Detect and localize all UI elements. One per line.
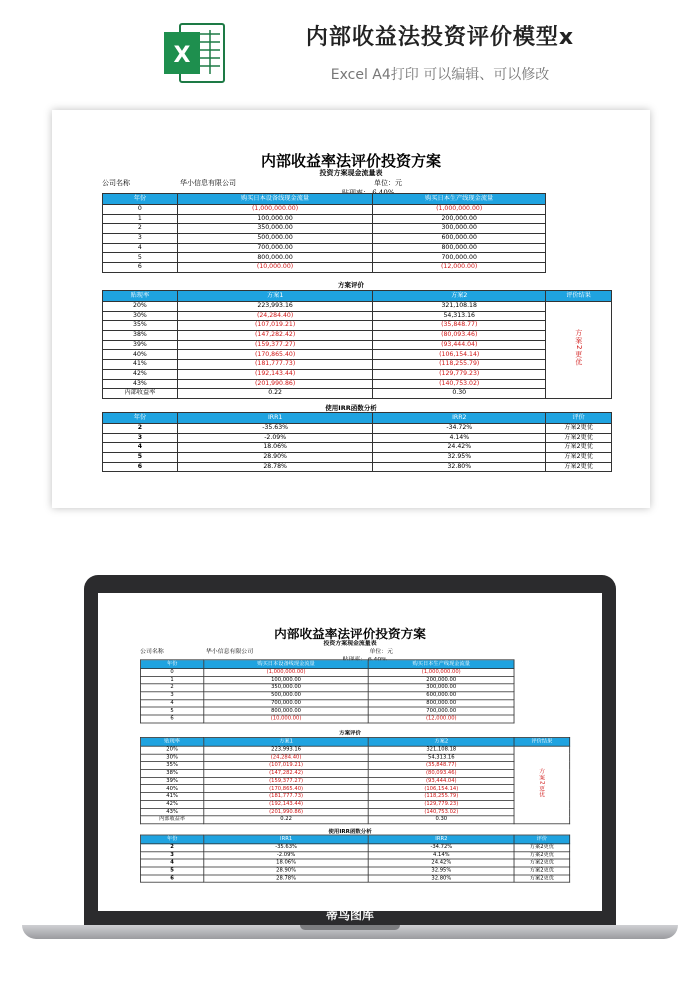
year-cell: 3 [103, 433, 178, 443]
col-irr1: IRR1 [204, 835, 369, 844]
rate-cell: 20% [141, 746, 204, 754]
table-row [103, 360, 612, 370]
year-cell: 1 [103, 214, 178, 224]
irr1-cell: 28.90% [177, 453, 373, 463]
doc-title: 内部收益率法评价投资方案 [274, 626, 426, 641]
plan1-cell: (107,019.21) [177, 321, 373, 331]
table-row [141, 769, 570, 777]
equipment-cell: 800,000.00 [177, 253, 373, 263]
document-sheet [52, 110, 650, 508]
plan2-cell: (106,154.14) [373, 350, 546, 360]
year-cell: 2 [103, 224, 178, 234]
rate-cell: 35% [141, 762, 204, 770]
year-cell: 6 [141, 715, 204, 723]
eval-cell: 方案2更优 [514, 867, 570, 875]
irr-table [102, 412, 612, 472]
irr2-cell: 32.95% [373, 453, 546, 463]
laptop-mockup [84, 575, 616, 925]
col-plan2: 方案2 [373, 291, 546, 302]
table-row [103, 302, 612, 312]
plan1-cell: (24,284.40) [204, 754, 369, 762]
evaluation-table [140, 737, 570, 824]
year-cell: 4 [141, 859, 204, 867]
rate-cell: 38% [103, 331, 178, 341]
page-title: 内部收益法投资评价模型x [305, 25, 575, 50]
production-cell: (12,000.00) [373, 263, 546, 273]
table-row [103, 205, 546, 215]
production-cell: 200,000.00 [373, 214, 546, 224]
production-cell: 700,000.00 [368, 707, 514, 715]
plan2-cell: 0.30 [373, 389, 546, 399]
plan2-cell: (118,255.79) [373, 360, 546, 370]
cashflow-table [140, 659, 514, 723]
col-result: 评价结果 [546, 291, 612, 302]
col-year: 年份 [103, 194, 178, 205]
table-row [141, 692, 514, 700]
unit-label: 单位：元 [369, 648, 394, 655]
table-row [141, 754, 570, 762]
rate-cell: 30% [103, 311, 178, 321]
table-row [141, 762, 570, 770]
production-cell: 200,000.00 [368, 676, 514, 684]
spreadsheet-preview [52, 110, 650, 508]
eval-cell: 方案2更优 [546, 443, 612, 453]
rate-cell: 39% [141, 777, 204, 785]
irr1-cell: -2.09% [204, 852, 369, 860]
year-cell: 0 [141, 669, 204, 677]
table-row [103, 389, 612, 399]
rate-cell: 39% [103, 340, 178, 350]
irr1-cell: -35.63% [204, 844, 369, 852]
year-cell: 5 [103, 453, 178, 463]
table-row [103, 379, 612, 389]
year-cell: 4 [103, 243, 178, 253]
year-cell: 2 [141, 844, 204, 852]
rate-cell: 42% [103, 369, 178, 379]
table-row [141, 715, 514, 723]
excel-logo-letter: X [173, 43, 191, 68]
table-row [103, 443, 612, 453]
table-row [103, 424, 612, 434]
plan1-cell: (159,377.27) [204, 777, 369, 785]
plan1-cell: (201,990.86) [204, 808, 369, 816]
plan2-cell: (129,779.23) [373, 369, 546, 379]
equipment-cell: (1,000,000.00) [177, 205, 373, 215]
production-cell: (1,000,000.00) [373, 205, 546, 215]
irr2-cell: -34.72% [373, 424, 546, 434]
table-row [141, 707, 514, 715]
equipment-cell: 700,000.00 [204, 700, 369, 708]
col-irr2: IRR2 [369, 835, 515, 844]
plan2-cell: 0.30 [369, 816, 515, 824]
irr1-cell: 18.06% [177, 443, 373, 453]
table-row [103, 321, 612, 331]
evaluation-table [102, 290, 612, 399]
plan1-cell: (192,143.44) [177, 369, 373, 379]
year-cell: 4 [103, 443, 178, 453]
col-irr1: IRR1 [177, 413, 373, 424]
col-production: 购买日本生产线现金流量 [368, 660, 514, 669]
cashflow-table [102, 193, 546, 273]
year-cell: 6 [141, 875, 204, 883]
plan1-cell: (24,284.40) [177, 311, 373, 321]
irr2-cell: -34.72% [369, 844, 515, 852]
eval-cell: 方案2更优 [546, 424, 612, 434]
eval-cell: 方案2更优 [546, 433, 612, 443]
table-row [141, 800, 570, 808]
plan1-cell: (201,990.86) [177, 379, 373, 389]
col-rate: 贴现率 [141, 737, 204, 746]
table-row [103, 243, 546, 253]
table-row [103, 350, 612, 360]
irr2-cell: 24.42% [373, 443, 546, 453]
table-row [141, 669, 514, 677]
page-subtitle: Excel A4打印 可以编辑、可以修改 [330, 67, 550, 83]
excel-logo-icon [162, 20, 226, 86]
production-cell: 600,000.00 [373, 234, 546, 244]
irr1-cell: 18.06% [204, 859, 369, 867]
table-row [103, 453, 612, 463]
eval-cell: 方案2更优 [514, 852, 570, 860]
rate-cell: 20% [103, 302, 178, 312]
plan1-cell: (147,282.42) [177, 331, 373, 341]
production-cell: 800,000.00 [373, 243, 546, 253]
rate-cell: 内部收益率 [141, 816, 204, 824]
table-row [103, 433, 612, 443]
plan2-cell: 54,313.16 [369, 754, 515, 762]
irr2-cell: 32.80% [373, 462, 546, 472]
irr2-cell: 32.95% [369, 867, 515, 875]
plan2-cell: 54,313.16 [373, 311, 546, 321]
table-row [103, 224, 546, 234]
rate-cell: 30% [141, 754, 204, 762]
plan2-cell: (106,154.14) [369, 785, 515, 793]
irr-table [140, 835, 570, 883]
plan1-cell: (181,777.73) [177, 360, 373, 370]
rate-cell: 38% [141, 769, 204, 777]
result-cell [546, 302, 612, 399]
col-eval: 评价 [546, 413, 612, 424]
table-row [141, 859, 570, 867]
table-row [141, 816, 570, 824]
table-row [141, 700, 514, 708]
plan2-cell: (80,093.46) [373, 331, 546, 341]
plan2-cell: (118,255.79) [369, 793, 515, 801]
rate-cell: 43% [103, 379, 178, 389]
rate-cell: 内部收益率 [103, 389, 178, 399]
company-name: 华小信息有限公司 [205, 648, 254, 655]
plan2-cell: (140,753.02) [369, 808, 515, 816]
plan2-cell: (140,753.02) [373, 379, 546, 389]
year-cell: 3 [103, 234, 178, 244]
plan2-cell: (129,779.23) [369, 800, 515, 808]
year-cell: 6 [103, 263, 178, 273]
plan1-cell: 223,993.16 [177, 302, 373, 312]
plan2-cell: (35,848.77) [369, 762, 515, 770]
plan2-cell: 321,108.18 [373, 302, 546, 312]
equipment-cell: 100,000.00 [177, 214, 373, 224]
col-equipment: 购买日本设备线现金流量 [177, 194, 373, 205]
plan1-cell: (170,865.40) [204, 785, 369, 793]
year-cell: 0 [103, 205, 178, 215]
irr1-cell: 28.78% [177, 462, 373, 472]
production-cell: 800,000.00 [368, 700, 514, 708]
table-row [141, 852, 570, 860]
rate-cell: 41% [103, 360, 178, 370]
irr2-cell: 32.80% [369, 875, 515, 883]
plan1-cell: (192,143.44) [204, 800, 369, 808]
year-cell: 3 [141, 852, 204, 860]
eval-cell: 方案2更优 [546, 453, 612, 463]
equipment-cell: 350,000.00 [177, 224, 373, 234]
plan2-cell: (93,444.04) [373, 340, 546, 350]
equipment-cell: 350,000.00 [204, 684, 369, 692]
plan2-cell: (93,444.04) [369, 777, 515, 785]
production-cell: 300,000.00 [373, 224, 546, 234]
table-row [103, 311, 612, 321]
col-plan1: 方案1 [204, 737, 369, 746]
production-cell: 600,000.00 [368, 692, 514, 700]
production-cell: 700,000.00 [373, 253, 546, 263]
plan2-cell: (80,093.46) [369, 769, 515, 777]
col-result: 评价结果 [514, 737, 570, 746]
production-cell: 300,000.00 [368, 684, 514, 692]
table-row [141, 785, 570, 793]
equipment-cell: 100,000.00 [204, 676, 369, 684]
result-text: 方案2更优 [538, 768, 546, 799]
table-row [103, 253, 546, 263]
page-header [0, 0, 700, 100]
irr1-cell: 28.78% [204, 875, 369, 883]
table-row [141, 684, 514, 692]
eval-cell: 方案2更优 [514, 875, 570, 883]
irr1-cell: 28.90% [204, 867, 369, 875]
year-cell: 3 [141, 692, 204, 700]
plan2-cell: (35,848.77) [373, 321, 546, 331]
table-row [141, 844, 570, 852]
table-row [141, 867, 570, 875]
year-cell: 5 [103, 253, 178, 263]
equipment-cell: (10,000.00) [177, 263, 373, 273]
production-cell: (12,000.00) [368, 715, 514, 723]
irr2-cell: 4.14% [373, 433, 546, 443]
col-irr2: IRR2 [373, 413, 546, 424]
equipment-cell: (1,000,000.00) [204, 669, 369, 677]
result-text: 方案2更优 [574, 329, 583, 367]
irr1-cell: -2.09% [177, 433, 373, 443]
year-cell: 2 [141, 684, 204, 692]
doc-subtitle: 投资方案现金流量表 [319, 168, 383, 177]
col-plan1: 方案1 [177, 291, 373, 302]
year-cell: 1 [141, 676, 204, 684]
year-cell: 2 [103, 424, 178, 434]
col-eval: 评价 [514, 835, 570, 844]
plan1-cell: (181,777.73) [204, 793, 369, 801]
eval-cell: 方案2更优 [514, 859, 570, 867]
plan1-cell: (107,019.21) [204, 762, 369, 770]
table-row [141, 746, 570, 754]
irr2-cell: 24.42% [369, 859, 515, 867]
plan2-cell: 321,108.18 [369, 746, 515, 754]
plan1-cell: (147,282.42) [204, 769, 369, 777]
irr1-cell: -35.63% [177, 424, 373, 434]
plan1-cell: (170,865.40) [177, 350, 373, 360]
table-row [103, 263, 546, 273]
year-cell: 6 [103, 462, 178, 472]
col-year: 年份 [141, 835, 204, 844]
laptop-brand: 蒂鸟图库 [325, 908, 374, 922]
col-plan2: 方案2 [369, 737, 515, 746]
year-cell: 5 [141, 707, 204, 715]
equipment-cell: 500,000.00 [204, 692, 369, 700]
table-row [103, 462, 612, 472]
table-row [141, 875, 570, 883]
table-row [141, 676, 514, 684]
table-row [103, 234, 546, 244]
rate-cell: 43% [141, 808, 204, 816]
equipment-cell: 700,000.00 [177, 243, 373, 253]
table-row [141, 808, 570, 816]
col-year: 年份 [103, 413, 178, 424]
table-row [103, 331, 612, 341]
section-irr-title: 使用IRR函数分析 [328, 828, 372, 835]
equipment-cell: (10,000.00) [204, 715, 369, 723]
doc-subtitle: 投资方案现金流量表 [323, 639, 377, 647]
document-sheet-small [98, 593, 602, 911]
year-cell: 5 [141, 867, 204, 875]
unit-label: 单位：元 [374, 179, 402, 187]
eval-cell: 方案2更优 [546, 462, 612, 472]
production-cell: (1,000,000.00) [368, 669, 514, 677]
plan1-cell: 223,993.16 [204, 746, 369, 754]
section-evaluation-title: 方案评价 [339, 729, 362, 737]
plan1-cell: (159,377.27) [177, 340, 373, 350]
table-row [103, 340, 612, 350]
col-year: 年份 [141, 660, 204, 669]
laptop-notch [300, 925, 400, 930]
doc-title: 内部收益率法评价投资方案 [260, 152, 441, 170]
col-production: 购买日本生产线现金流量 [373, 194, 546, 205]
plan1-cell: 0.22 [204, 816, 369, 824]
company-name: 华小信息有限公司 [180, 179, 236, 187]
table-row [103, 214, 546, 224]
company-label: 公司名称 [140, 648, 164, 655]
plan1-cell: 0.22 [177, 389, 373, 399]
eval-cell: 方案2更优 [514, 844, 570, 852]
table-row [141, 777, 570, 785]
result-cell [514, 746, 570, 824]
rate-cell: 41% [141, 793, 204, 801]
rate-cell: 35% [103, 321, 178, 331]
section-irr-title: 使用IRR函数分析 [325, 404, 377, 412]
table-row [103, 369, 612, 379]
equipment-cell: 800,000.00 [204, 707, 369, 715]
section-evaluation-title: 方案评价 [338, 281, 364, 289]
rate-cell: 42% [141, 800, 204, 808]
equipment-cell: 500,000.00 [177, 234, 373, 244]
col-rate: 贴现率 [103, 291, 178, 302]
rate-cell: 40% [103, 350, 178, 360]
table-row [141, 793, 570, 801]
col-equipment: 购买日本设备线现金流量 [204, 660, 369, 669]
company-label: 公司名称 [102, 179, 130, 187]
laptop-screen [98, 593, 602, 911]
year-cell: 4 [141, 700, 204, 708]
rate-cell: 40% [141, 785, 204, 793]
irr2-cell: 4.14% [369, 852, 515, 860]
